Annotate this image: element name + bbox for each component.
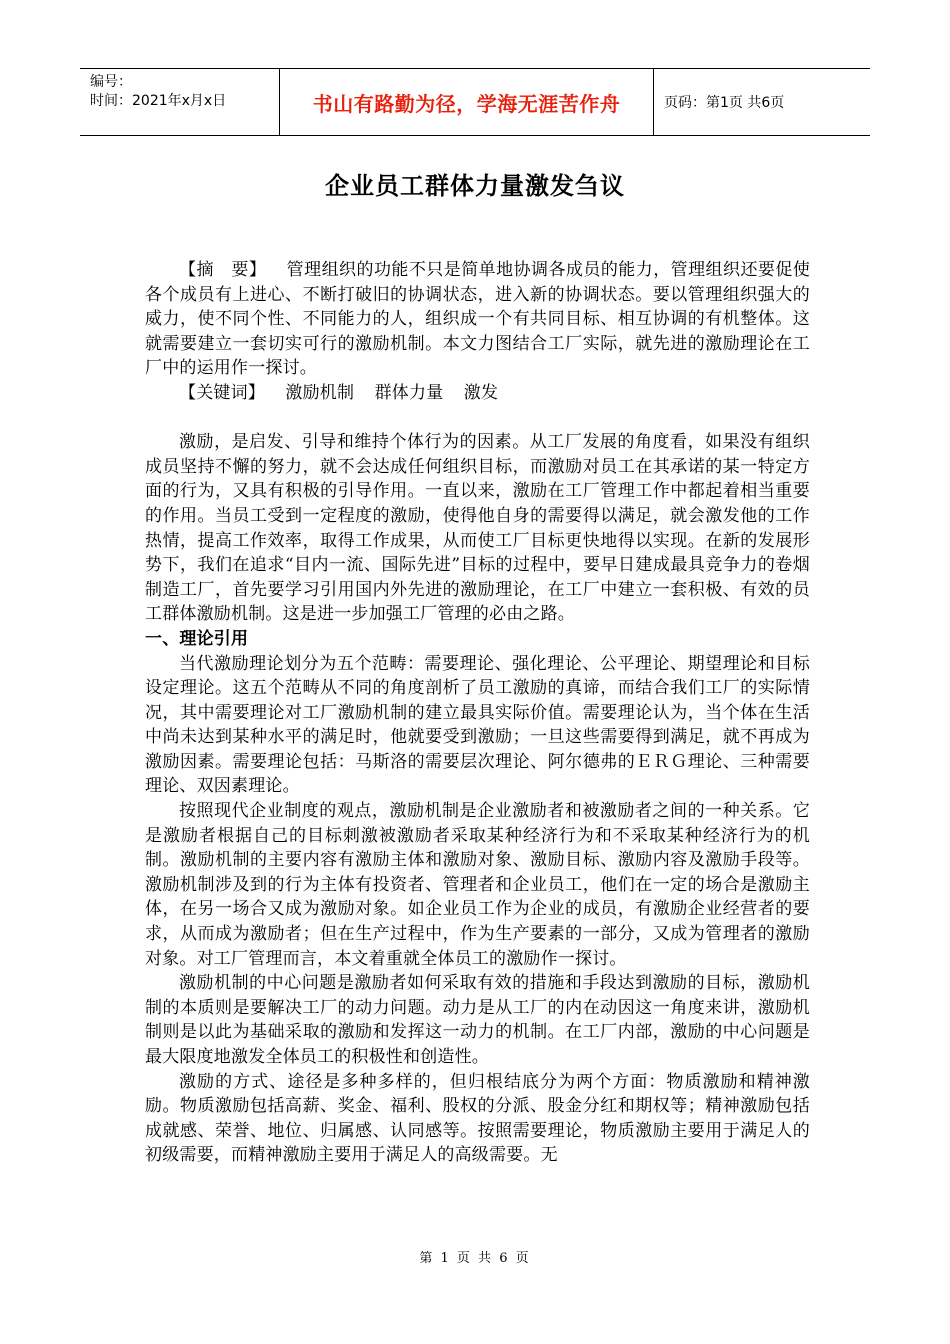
keyword-item: 激发 <box>463 382 499 403</box>
header-meta-cell <box>80 69 280 135</box>
page-info: 页码：第1页 共6页 <box>664 95 785 111</box>
paragraph-spacer <box>145 406 810 431</box>
keyword-item: 群体力量 <box>374 382 444 403</box>
body-paragraph: 激励的方式、途径是多种多样的，但归根结底分为两个方面：物质激励和精神激励。物质激励包括高薪、奖金、福利、股权的分派、股金分红和期权等；精神激励包括成就感、荣誉、地位、归属感、认同感等。按照需要理论，物质激励主要用于满足人的初级需要，而精神激励主要用于满足人的高级需要。无 <box>145 1071 810 1166</box>
document-header-table <box>80 68 870 136</box>
document-body <box>145 258 810 1168</box>
abstract-label: 【摘 要】 <box>179 260 267 280</box>
abstract-paragraph <box>145 258 810 381</box>
body-paragraph: 按照现代企业制度的观点，激励机制是企业激励者和被激励者之间的一种关系。它是激励者根据自己的目标刺激被激励者采取某种经济行为和不采取某种经济行为的机制。激励机制的主要内容有激励主体和激励对象、激励目标、激励内容及激励手段等。激励机制涉及到的行为主体有投资者、管理者和企业员工，他们在一定的场合是激励主体，在另一场合又成为激励对象。如企业员工作为企业的成员，有激励企业经营者的要求，从而成为激励者；但在生产过程中，作为生产要素的一部分，又成为管理者的激励对象。对工厂管理而言，本文着重就全体员工的激励作一探讨。 <box>145 801 810 969</box>
body-paragraph: 激励机制的中心问题是激励者如何采取有效的措施和手段达到激励的目标，激励机制的本质则是要解决工厂的动力问题。动力是从工厂的内在动因这一角度来讲，激励机制则是以此为基础采取的激励和发挥这一动力的机制。在工厂内部，激励的中心问题是最大限度地激发全体员工的积极性和创造性。 <box>145 973 810 1067</box>
abstract-text: 管理组织的功能不只是简单地协调各成员的能力，管理组织还要促使各个成员有上进心、不断打破旧的协调状态，进入新的协调状态。要以管理组织强大的威力，使不同个性、不同能力的人，组织成一个有共同目标、相互协调的有机整体。这就需要建立一套切实可行的激励机制。本文力图结合工厂实际，就先进的激励理论在工厂中的运用作一探讨。 <box>145 260 811 379</box>
keywords-paragraph <box>145 381 810 406</box>
number-label: 编号： <box>90 74 132 90</box>
page-footer: 第 1 页 共 6 页 <box>419 1251 531 1266</box>
date-label: 时间：2021年x月x日 <box>90 93 227 109</box>
keywords-label: 【关键词】 <box>179 382 265 403</box>
motto-text: 书山有路勤为径，学海无涯苦作舟 <box>312 91 621 116</box>
header-motto-cell <box>280 69 654 135</box>
intro-paragraph: 激励，是启发、引导和维持个体行为的因素。从工厂发展的角度看，如果没有组织成员坚持不懈的努力，就不会达成任何组织目标，而激励对员工在其承诺的某一特定方面的行为，又具有积极的引导作用。一直以来，激励在工厂管理工作中都起着相当重要的作用。当员工受到一定程度的激励，使得他自身的需要得以满足，就会激发他的工作热情，提高工作效率，取得工作成果，从而使工厂目标更快地得以实现。在新的发展形势下，我们在追求“目内一流、国际先进”目标的过程中，要早日建成最具竞争力的卷烟制造工厂，首先要学习引用国内外先进的激励理论，在工厂中建立一套积极、有效的员工群体激励机制。这是进一步加强工厂管理的必由之路。 <box>145 432 810 625</box>
body-paragraph: 当代激励理论划分为五个范畴：需要理论、强化理论、公平理论、期望理论和目标设定理论。这五个范畴从不同的角度剖析了员工激励的真谛，而结合我们工厂的实际情况，其中需要理论对工厂激励机制的建立最具实际价值。需要理论认为，当个体在生活中尚未达到某种水平的满足时，他就要受到激励；一旦这些需要得到满足，就不再成为激励因素。需要理论包括：马斯洛的需要层次理论、阿尔德弗的ＥＲＧ理论、三种需要理论、双因素理论。 <box>145 653 810 797</box>
keyword-item: 激励机制 <box>285 382 355 403</box>
header-page-cell <box>654 69 870 135</box>
document-title: 企业员工群体力量激发刍议 <box>325 172 625 200</box>
section-heading: 一、理论引用 <box>145 628 249 649</box>
